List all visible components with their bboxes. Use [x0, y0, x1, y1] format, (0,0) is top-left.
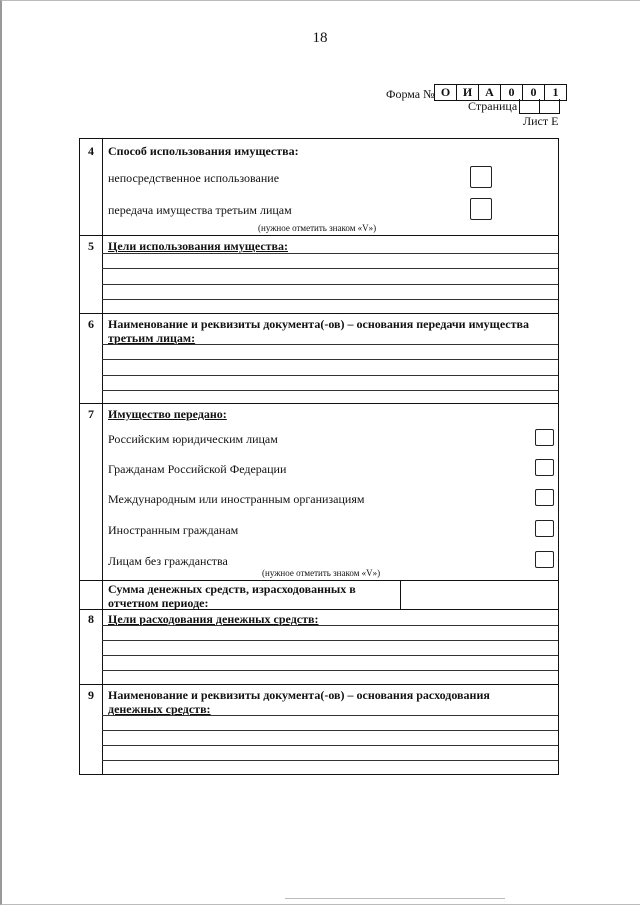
fill-line[interactable] [102, 730, 558, 731]
checkbox-direct-use[interactable] [470, 166, 492, 188]
checkbox-international-organizations[interactable] [535, 489, 554, 506]
option-international-organizations: Международным или иностранным организациям [108, 492, 365, 506]
fill-line[interactable] [102, 655, 558, 656]
form-code-cell: А [479, 85, 501, 100]
section-6-number: 6 [88, 317, 94, 331]
fill-line[interactable] [102, 715, 558, 716]
fill-line[interactable] [102, 745, 558, 746]
sheet-label: Лист Е [523, 114, 559, 128]
fill-line[interactable] [102, 640, 558, 641]
fill-line[interactable] [102, 253, 558, 254]
page-number-cell[interactable] [540, 99, 559, 113]
fill-line[interactable] [102, 670, 558, 671]
checkbox-stateless-persons[interactable] [535, 551, 554, 568]
checkbox-foreign-citizens[interactable] [535, 520, 554, 537]
section-7-title: Имущество передано: [108, 407, 227, 421]
option-transfer-third-parties: передача имущества третьим лицам [108, 203, 292, 217]
fill-line[interactable] [102, 760, 558, 761]
section-divider [80, 609, 558, 610]
section-8-number: 8 [88, 612, 94, 626]
page-number-cells [519, 99, 560, 114]
section-divider [80, 684, 558, 685]
checkbox-russian-legal-entities[interactable] [535, 429, 554, 446]
fill-line[interactable] [102, 625, 558, 626]
section-divider [80, 580, 558, 581]
option-stateless-persons: Лицам без гражданства [108, 554, 228, 568]
section-6-title-line2: третьим лицам: [108, 331, 196, 345]
footer-rule [285, 898, 505, 899]
section-4-number: 4 [88, 144, 94, 158]
fill-line[interactable] [102, 284, 558, 285]
section-9-title-line2: денежных средств: [108, 702, 211, 716]
section-9-title-line1: Наименование и реквизиты документа(-ов) – основания расходования [108, 688, 490, 702]
section-4-hint: (нужное отметить знаком «V») [258, 223, 377, 233]
fill-line[interactable] [102, 390, 558, 391]
page-label: Страница [468, 99, 518, 113]
fill-line[interactable] [102, 375, 558, 376]
form-code-cell: И [457, 85, 479, 100]
fill-line[interactable] [102, 268, 558, 269]
section-5-number: 5 [88, 239, 94, 253]
section-9-number: 9 [88, 688, 94, 702]
option-direct-use: непосредственное использование [108, 171, 280, 185]
form-code-cell: О [435, 85, 457, 100]
section-divider [80, 313, 558, 314]
fill-line[interactable] [102, 344, 558, 345]
section-8-title: Цели расходования денежных средств: [108, 612, 319, 626]
section-divider [80, 403, 558, 404]
section-5-title: Цели использования имущества: [108, 239, 289, 253]
money-cell-divider [400, 580, 401, 609]
page-number: 18 [312, 30, 328, 46]
checkbox-russian-citizens[interactable] [535, 459, 554, 476]
option-russian-citizens: Гражданам Российской Федерации [108, 462, 287, 476]
section-4-title: Способ использования имущества: [108, 144, 299, 158]
option-russian-legal-entities: Российским юридическим лицам [108, 432, 278, 446]
option-foreign-citizens: Иностранным гражданам [108, 523, 239, 537]
form-code-cell: 0 [501, 85, 523, 100]
fill-line[interactable] [102, 299, 558, 300]
section-7-number: 7 [88, 407, 94, 421]
form-code-cell: 0 [523, 85, 545, 100]
section-7-hint: (нужное отметить знаком «V») [262, 568, 381, 578]
section-divider [80, 235, 558, 236]
money-spent-title-line1: Сумма денежных средств, израсходованных в [108, 582, 356, 596]
form-code-cell: 1 [552, 85, 559, 99]
section-6-title-line1: Наименование и реквизиты документа(-ов) – основания передачи имущества [108, 317, 529, 331]
checkbox-transfer-third-parties[interactable] [470, 198, 492, 220]
form-number-label: Форма № [386, 87, 435, 101]
fill-line[interactable] [102, 359, 558, 360]
money-spent-title-line2: отчетном периоде: [108, 596, 209, 610]
form-table [79, 138, 559, 775]
page-number-cell[interactable] [520, 99, 540, 113]
